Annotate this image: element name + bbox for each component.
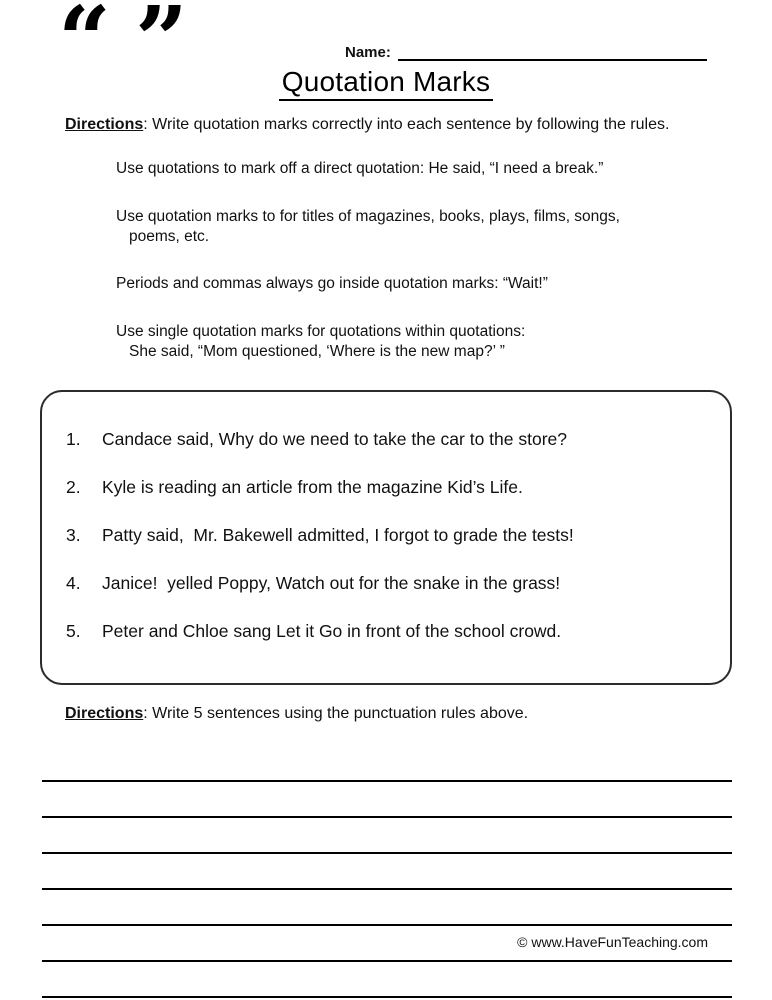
rule-text: Use quotation marks to for titles of magazines, books, plays, films, songs, xyxy=(116,207,620,225)
rule-item-1 xyxy=(116,159,702,179)
sentence-text: Candace said, Why do we need to take the car to the store? xyxy=(102,428,567,449)
rule-text: Periods and commas always go inside quotation marks: “Wait!” xyxy=(116,275,548,293)
writing-lines-area xyxy=(42,746,732,998)
writing-line xyxy=(42,962,732,998)
directions-bottom xyxy=(65,703,707,724)
name-label: Name: xyxy=(345,44,391,61)
sentence-number: 3. xyxy=(66,524,81,545)
exercise-sentence-5 xyxy=(66,621,706,642)
directions-bottom-text: : Write 5 sentences using the punctuation rules above. xyxy=(143,704,529,722)
rule-item-3 xyxy=(116,274,702,294)
rule-item-4 xyxy=(116,322,702,363)
worksheet-header xyxy=(0,0,772,112)
sentence-text: Patty said, Mr. Bakewell admitted, I forgot to grade the tests! xyxy=(102,524,574,545)
sentence-number: 5. xyxy=(66,620,81,641)
sentence-text: Janice! yelled Poppy, Watch out for the snake in the grass! xyxy=(102,572,561,593)
rule-item-2 xyxy=(116,207,702,248)
writing-line xyxy=(42,782,732,818)
exercise-sentence-4 xyxy=(66,573,706,594)
directions-top-text: : Write quotation marks correctly into each sentence by following the rules. xyxy=(143,116,670,133)
copyright-credit: © www.HaveFunTeaching.com xyxy=(517,934,708,950)
directions-top xyxy=(65,114,707,135)
page-title: Quotation Marks xyxy=(279,66,493,101)
exercise-sentence-1 xyxy=(66,429,706,450)
rule-text: Use single quotation marks for quotations within quotations: xyxy=(116,322,526,340)
rule-text: Use quotations to mark off a direct quotation: He said, “I need a break.” xyxy=(116,160,604,178)
writing-line xyxy=(42,890,732,926)
exercise-sentence-3 xyxy=(66,525,706,546)
title-row xyxy=(0,66,772,101)
directions-top-label: Directions xyxy=(65,116,144,133)
sentence-text: Peter and Chloe sang Let it Go in front of the school crowd. xyxy=(102,620,562,641)
exercise-box xyxy=(40,390,732,685)
sentence-number: 4. xyxy=(66,572,81,593)
rule-text-continued: She said, “Mom questioned, ‘Where is the new map?’ ” xyxy=(129,343,505,361)
writing-line xyxy=(42,746,732,782)
quotation-marks-icon: “ ” xyxy=(58,0,184,94)
sentence-number: 1. xyxy=(66,428,81,449)
sentence-text: Kyle is reading an article from the magazine Kid’s Life. xyxy=(102,476,523,497)
directions-bottom-label: Directions xyxy=(65,704,144,722)
rules-list xyxy=(116,159,702,363)
rule-text-continued: poems, etc. xyxy=(129,228,210,246)
sentence-number: 2. xyxy=(66,476,81,497)
name-field-row xyxy=(345,44,707,61)
writing-line xyxy=(42,818,732,854)
name-blank-line xyxy=(398,44,707,61)
exercise-sentence-2 xyxy=(66,477,706,498)
writing-line xyxy=(42,854,732,890)
